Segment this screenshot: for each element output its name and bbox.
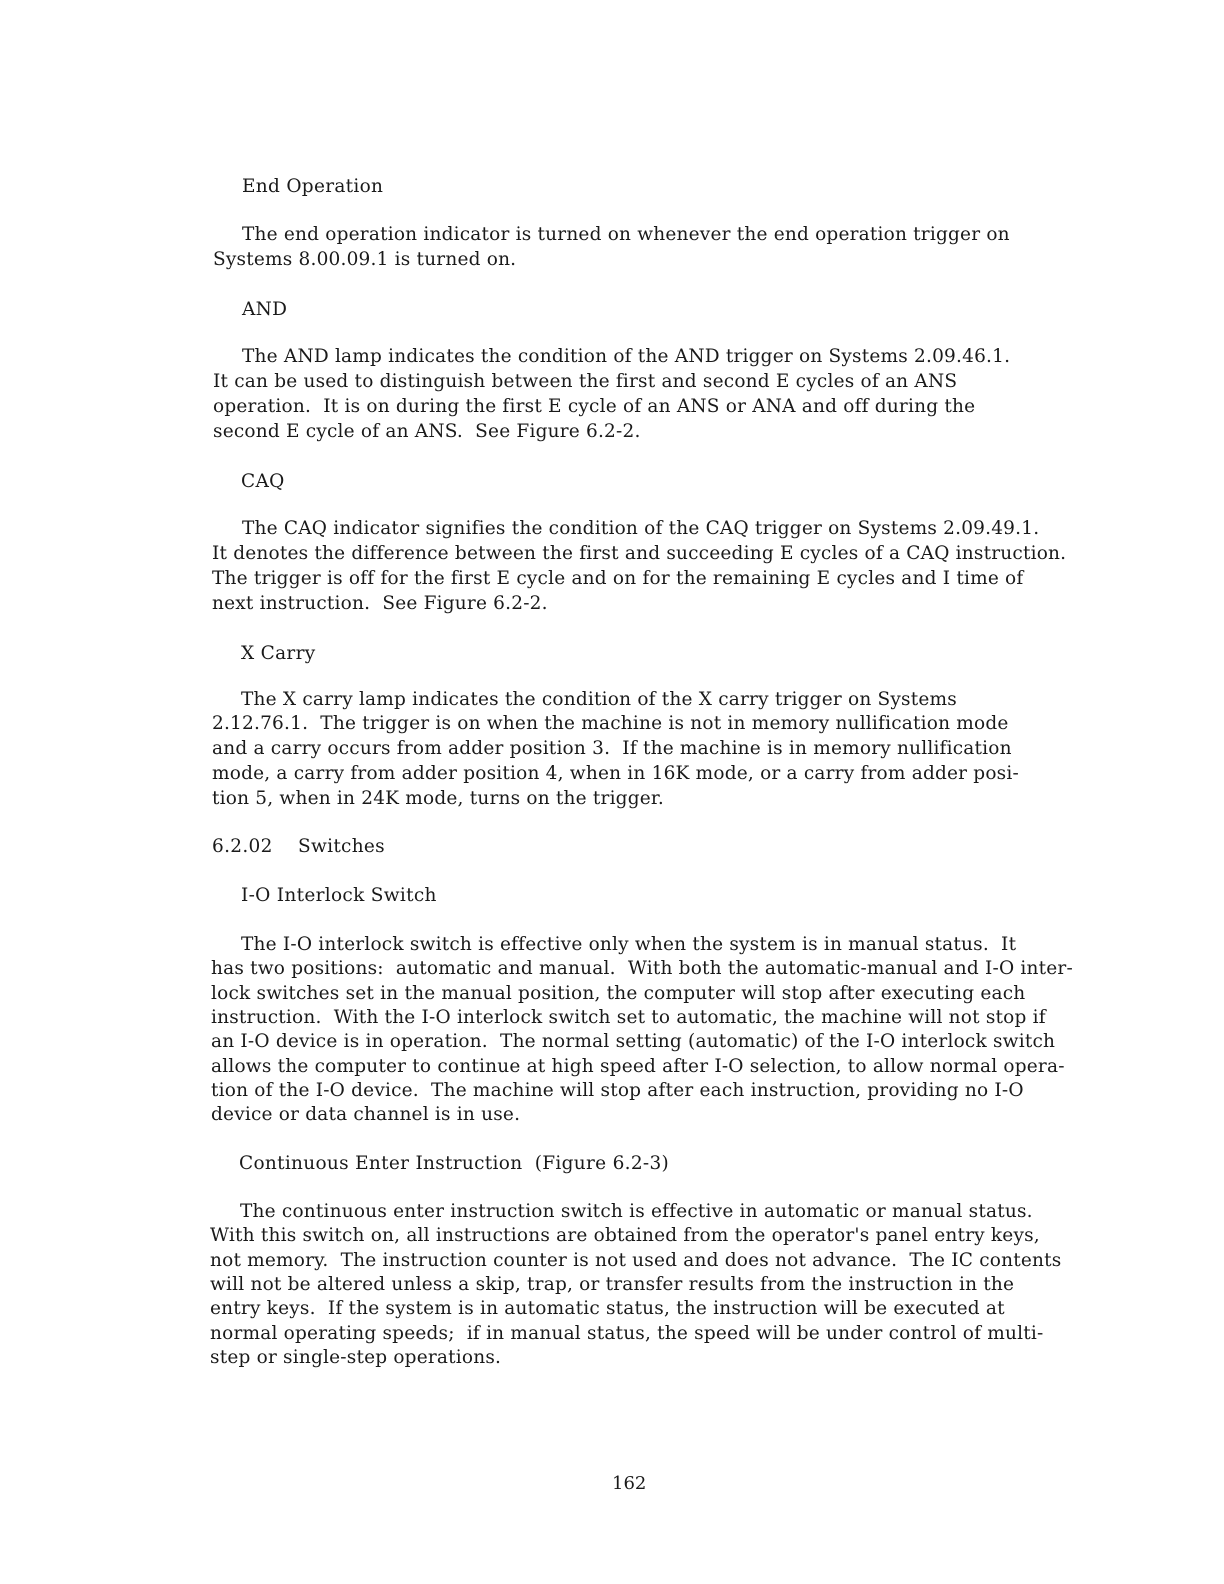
continuous-enter-line: normal operating speeds; if in manual status, the speed will be under control of multi- <box>210 1323 1044 1344</box>
io-interlock-line: lock switches set in the manual position, the computer will stop after executing each <box>211 983 1026 1004</box>
end-operation-line: The end operation indicator is turned on whenever the end operation trigger on <box>242 224 1010 245</box>
x-carry-line: mode, a carry from adder position 4, when in 16K mode, or a carry from adder posi- <box>212 763 1019 784</box>
continuous-enter-line: entry keys. If the system is in automatic status, the instruction will be executed at <box>210 1298 1005 1319</box>
continuous-enter-line: The continuous enter instruction switch is effective in automatic or manual status. <box>240 1201 1033 1222</box>
end-operation-heading: End Operation <box>242 176 384 197</box>
x-carry-heading: X Carry <box>241 643 316 664</box>
switches-heading: Switches <box>298 836 385 857</box>
continuous-enter-line: step or single-step operations. <box>210 1347 502 1368</box>
and-heading: AND <box>242 299 288 320</box>
caq-line: The CAQ indicator signifies the condition of the CAQ trigger on Systems 2.09.49.1. <box>242 518 1040 539</box>
io-interlock-line: instruction. With the I-O interlock switch set to automatic, the machine will not stop if <box>211 1007 1046 1028</box>
and-line: The AND lamp indicates the condition of the AND trigger on Systems 2.09.46.1. <box>242 346 1011 367</box>
page-number: 162 <box>612 1473 647 1494</box>
caq-line: It denotes the difference between the first and succeeding E cycles of a CAQ instruction. <box>212 543 1067 564</box>
x-carry-line: The X carry lamp indicates the condition of the X carry trigger on Systems <box>241 689 957 710</box>
and-line: second E cycle of an ANS. See Figure 6.2-2. <box>213 421 641 442</box>
io-interlock-heading: I-O Interlock Switch <box>241 885 437 906</box>
caq-heading: CAQ <box>241 471 285 492</box>
io-interlock-line: allows the computer to continue at high speed after I-O selection, to allow normal opera- <box>211 1056 1065 1077</box>
io-interlock-line: The I-O interlock switch is effective only when the system is in manual status. It <box>241 934 1017 955</box>
x-carry-line: 2.12.76.1. The trigger is on when the machine is not in memory nullification mode <box>212 713 1009 734</box>
section-number: 6.2.02 <box>212 836 273 857</box>
io-interlock-line: tion of the I-O device. The machine will stop after each instruction, providing no I-O <box>211 1080 1024 1101</box>
continuous-enter-line: will not be altered unless a skip, trap, or transfer results from the instruction in the <box>210 1274 1015 1295</box>
caq-line: next instruction. See Figure 6.2-2. <box>212 593 548 614</box>
io-interlock-line: an I-O device is in operation. The normal setting (automatic) of the I-O interlock switch <box>211 1031 1056 1052</box>
io-interlock-line: device or data channel is in use. <box>211 1104 521 1125</box>
io-interlock-line: has two positions: automatic and manual. With both the automatic-manual and I-O inter- <box>211 958 1073 979</box>
caq-line: The trigger is off for the first E cycle and on for the remaining E cycles and I time of <box>212 568 1024 589</box>
continuous-enter-line: With this switch on, all instructions are obtained from the operator's panel entry keys, <box>210 1225 1040 1246</box>
x-carry-line: and a carry occurs from adder position 3. If the machine is in memory nullification <box>212 738 1012 759</box>
end-operation-line: Systems 8.00.09.1 is turned on. <box>213 249 517 270</box>
continuous-enter-heading: Continuous Enter Instruction (Figure 6.2-3) <box>239 1153 670 1174</box>
continuous-enter-line: not memory. The instruction counter is not used and does not advance. The IC contents <box>210 1250 1062 1271</box>
and-line: operation. It is on during the first E cycle of an ANS or ANA and off during the <box>213 396 976 417</box>
and-line: It can be used to distinguish between the first and second E cycles of an ANS <box>213 371 958 392</box>
x-carry-line: tion 5, when in 24K mode, turns on the trigger. <box>212 788 665 809</box>
